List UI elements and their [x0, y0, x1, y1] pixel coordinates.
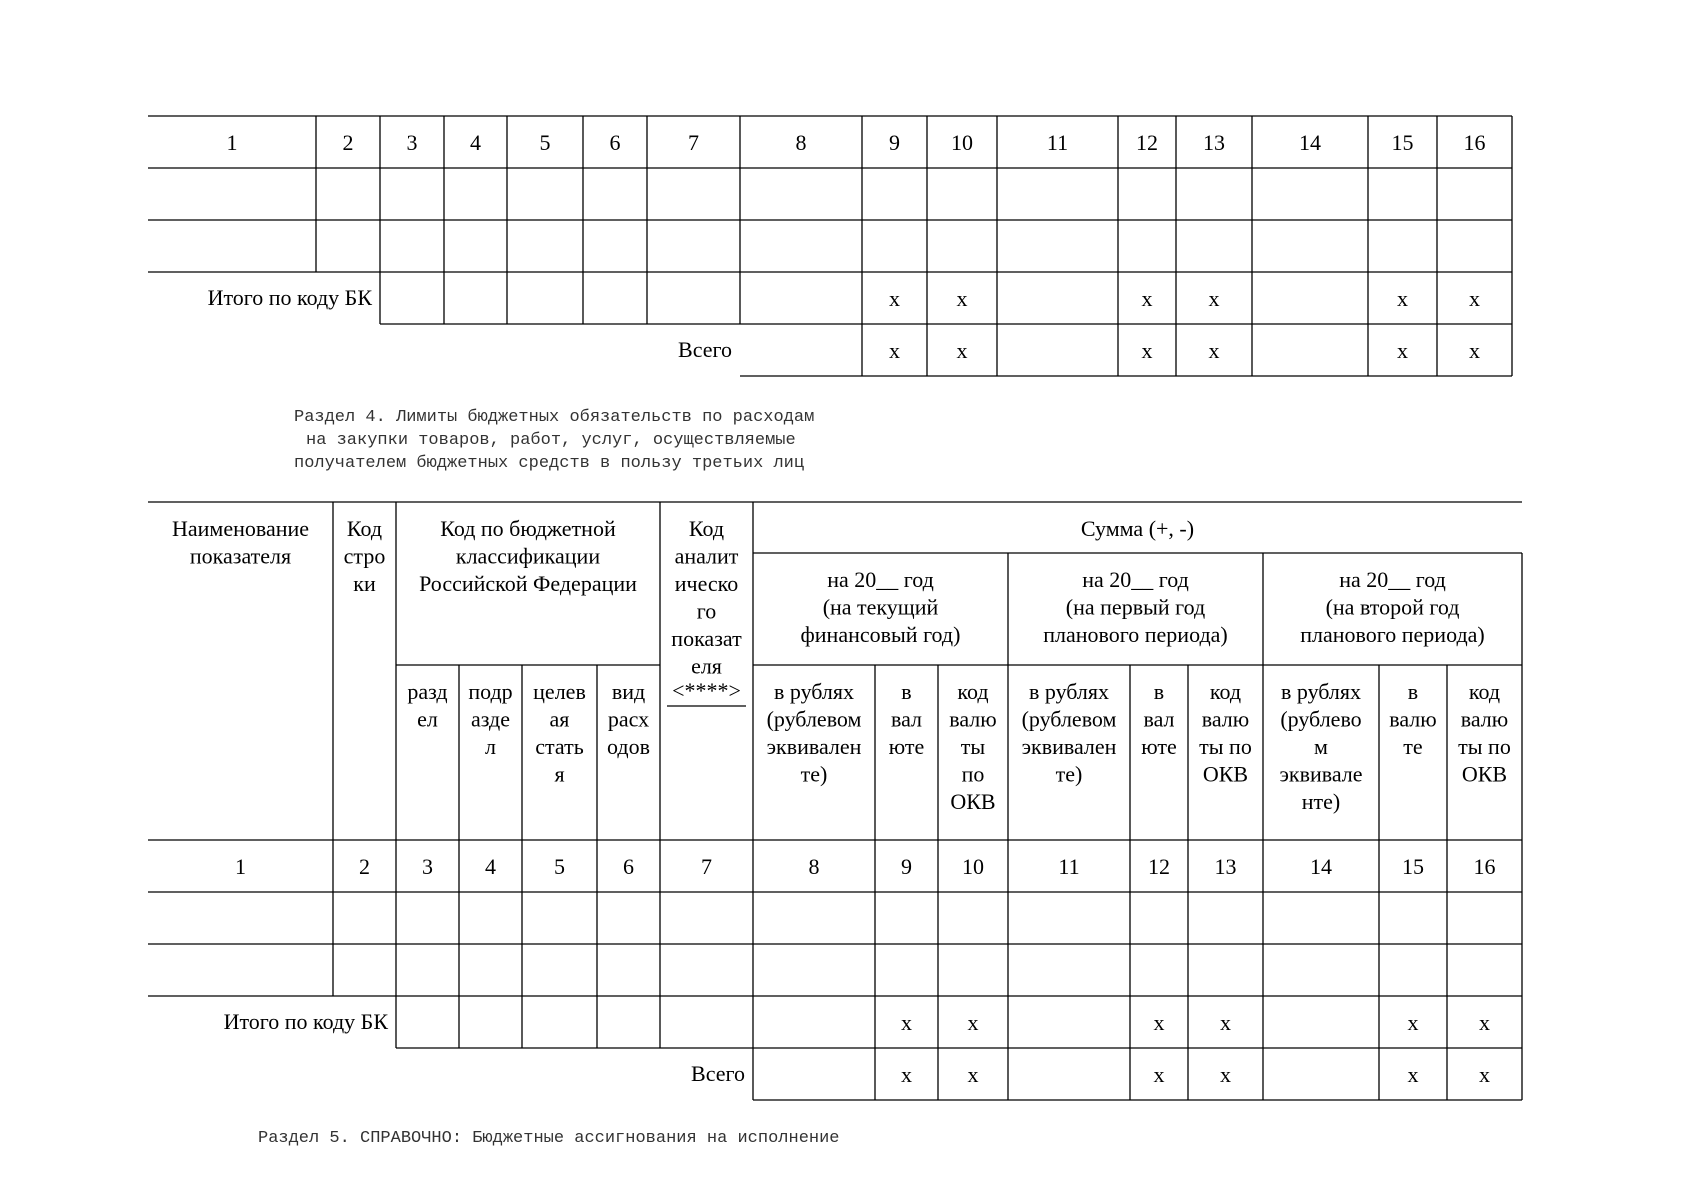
column-number: 1 [226, 130, 238, 155]
expense-type-header-line: вид [611, 679, 646, 704]
target-article-header-line: я [554, 761, 565, 787]
year-second-header-line: (на второй год [1325, 594, 1460, 620]
rub-equivalent-header-line: те) [800, 761, 828, 787]
column-number: 10 [951, 130, 973, 155]
column-number: 11 [1046, 130, 1069, 155]
not-applicable-mark: x [967, 1062, 979, 1087]
subsection-header-line: л [485, 734, 496, 759]
subsection-header-line: подр [468, 679, 513, 704]
section-header-line: разд [407, 679, 448, 704]
not-applicable-mark: x [956, 338, 968, 363]
not-applicable-mark: x [967, 1010, 979, 1035]
not-applicable-mark: x [1208, 338, 1220, 363]
target-article-header-line: целев [533, 679, 586, 704]
year-first-header-line: (на первый год [1065, 594, 1206, 620]
not-applicable-mark: x [1220, 1062, 1231, 1087]
column-number: 7 [701, 854, 712, 879]
column-number: 6 [623, 854, 634, 879]
currency-header-line: юте [888, 734, 925, 759]
rub-equivalent-header-line: в рублях [773, 679, 855, 704]
analytic-code-header-line: показат [671, 626, 742, 651]
footnote-ref: <****> [672, 678, 741, 703]
column-number: 12 [1136, 130, 1158, 155]
okv-code-header-line: валю [949, 706, 997, 732]
year-current-header-line: на 20__ год [827, 567, 934, 592]
currency-header-line: вал [1143, 706, 1175, 732]
column-number: 1 [235, 854, 246, 879]
column-number: 11 [1058, 854, 1080, 879]
not-applicable-mark: x [956, 286, 968, 311]
indicator-name-header-line: показателя [189, 543, 292, 569]
column-number: 2 [342, 130, 354, 155]
year-second-header-line: планового периода) [1300, 622, 1485, 647]
column-number: 2 [359, 854, 370, 879]
okv-code-header-line: ты [960, 734, 986, 759]
okv-code-header-line: ОКВ [1461, 761, 1508, 787]
column-number: 4 [485, 854, 496, 879]
section4-table [148, 502, 1522, 1100]
section4-title-line: получателем бюджетных средств в пользу третьих лиц [294, 454, 805, 473]
year-current-header-line: (на текущий [822, 594, 939, 620]
not-applicable-mark: x [1220, 1010, 1231, 1035]
column-number: 13 [1214, 854, 1237, 879]
not-applicable-mark: x [1153, 1062, 1165, 1087]
year-first-header-line: на 20__ год [1082, 567, 1189, 592]
section4-title [294, 408, 814, 473]
column-number: 9 [901, 854, 912, 879]
column-number: 14 [1310, 854, 1332, 879]
not-applicable-mark: x [889, 286, 900, 311]
not-applicable-mark: x [1208, 286, 1220, 311]
currency-header-line: в [901, 679, 912, 704]
rub-equivalent-header-line: эквивален [766, 734, 862, 759]
not-applicable-mark: x [889, 338, 900, 363]
not-applicable-mark: x [1141, 286, 1153, 311]
grand-total-label: Всего [691, 1061, 745, 1086]
rub-equivalent-header-line: (рублево [1280, 706, 1362, 732]
not-applicable-mark: x [1397, 286, 1408, 311]
not-applicable-mark: x [901, 1062, 912, 1087]
rub-equivalent-header-line: нте) [1301, 789, 1341, 814]
not-applicable-mark: x [1469, 286, 1480, 311]
indicator-name-header-line: Наименование [171, 516, 310, 541]
total-by-bk-label: Итого по коду БК [223, 1009, 388, 1034]
okv-code-header-line: код [1209, 679, 1242, 704]
target-article-header-line: стать [535, 734, 584, 759]
currency-header-line: в [1153, 679, 1165, 704]
line-code-header-line: Код [346, 516, 383, 541]
amount-header: Сумма (+, -) [1080, 516, 1195, 541]
okv-code-header-line: ОКВ [950, 789, 996, 814]
budget-classification-header-line: классификации [455, 543, 601, 569]
year-first-header-line: планового периода) [1043, 622, 1228, 647]
okv-code-header-line: валю [1460, 706, 1509, 732]
rub-equivalent-header-line: эквивален [1021, 734, 1117, 759]
column-number: 8 [808, 854, 820, 879]
okv-code-header-line: ты по [1458, 734, 1511, 759]
section3-table-end [148, 116, 1512, 376]
currency-header-line: те [1403, 734, 1423, 759]
currency-header-line: юте [1141, 734, 1177, 759]
not-applicable-mark: x [1479, 1062, 1490, 1087]
analytic-code-header-line: го [696, 598, 717, 624]
not-applicable-mark: x [1397, 338, 1408, 363]
column-number: 9 [889, 130, 900, 155]
analytic-code-header-line: еля [691, 653, 722, 679]
not-applicable-mark: x [1141, 338, 1153, 363]
currency-header-line: валю [1389, 706, 1437, 732]
okv-code-header-line: ты по [1199, 734, 1252, 759]
analytic-code-header-line: аналит [674, 543, 739, 569]
column-number: 6 [609, 130, 621, 155]
column-number: 4 [470, 130, 481, 155]
okv-code-header-line: ОКВ [1202, 761, 1249, 787]
year-second-header-line: на 20__ год [1339, 567, 1446, 592]
rub-equivalent-header-line: те) [1055, 761, 1083, 787]
column-number: 15 [1402, 854, 1424, 879]
section4-title-line: на закупки товаров, работ, услуг, осуществляемые [306, 431, 796, 450]
okv-code-header-line: код [1468, 679, 1501, 704]
grand-total-label: Всего [678, 337, 732, 362]
budget-classification-header-line: Российской Федерации [419, 571, 637, 596]
line-code-header-line: стро [343, 543, 386, 569]
total-by-bk-label: Итого по коду БК [207, 285, 372, 310]
column-number: 16 [1463, 130, 1486, 155]
section5-title [258, 1129, 840, 1148]
analytic-code-header-line: ическо [674, 571, 739, 596]
column-number: 10 [962, 854, 984, 879]
expense-type-header-line: одов [607, 734, 650, 759]
line-code-header-line: ки [353, 571, 376, 596]
section5-title-line: Раздел 5. СПРАВОЧНО: Бюджетные ассигнования на исполнение [258, 1129, 840, 1148]
not-applicable-mark: x [1407, 1062, 1419, 1087]
year-current-header-line: финансовый год) [800, 622, 961, 647]
column-number: 5 [554, 854, 565, 879]
column-number: 7 [688, 130, 699, 155]
target-article-header-line: ая [549, 706, 570, 732]
not-applicable-mark: x [901, 1010, 912, 1035]
analytic-code-header-line: Код [688, 516, 725, 541]
expense-type-header-line: расх [607, 706, 650, 732]
column-number: 13 [1203, 130, 1225, 155]
currency-header-line: в [1407, 679, 1419, 704]
column-number: 3 [422, 854, 433, 879]
rub-equivalent-header-line: (рублевом [1021, 706, 1117, 732]
okv-code-header-line: по [961, 761, 985, 787]
okv-code-header-line: валю [1201, 706, 1250, 732]
okv-code-header-line: код [957, 679, 989, 704]
not-applicable-mark: x [1469, 338, 1480, 363]
not-applicable-mark: x [1479, 1010, 1490, 1035]
column-number: 5 [539, 130, 551, 155]
rub-equivalent-header-line: м [1314, 734, 1328, 759]
column-number: 15 [1391, 130, 1414, 155]
column-number: 3 [406, 130, 418, 155]
not-applicable-mark: x [1153, 1010, 1165, 1035]
column-number: 16 [1473, 854, 1496, 879]
rub-equivalent-header-line: в рублях [1028, 679, 1110, 704]
column-number: 14 [1299, 130, 1321, 155]
rub-equivalent-header-line: в рублях [1280, 679, 1362, 704]
column-number: 8 [795, 130, 807, 155]
budget-classification-header-line: Код по бюджетной [440, 516, 616, 541]
currency-header-line: вал [890, 706, 923, 732]
section-header-line: ел [417, 706, 438, 732]
rub-equivalent-header-line: (рублевом [766, 706, 862, 732]
not-applicable-mark: x [1407, 1010, 1419, 1035]
subsection-header-line: азде [470, 706, 511, 732]
rub-equivalent-header-line: эквивале [1279, 761, 1363, 787]
section4-title-line: Раздел 4. Лимиты бюджетных обязательств по расходам [294, 408, 815, 427]
column-number: 12 [1148, 854, 1170, 879]
